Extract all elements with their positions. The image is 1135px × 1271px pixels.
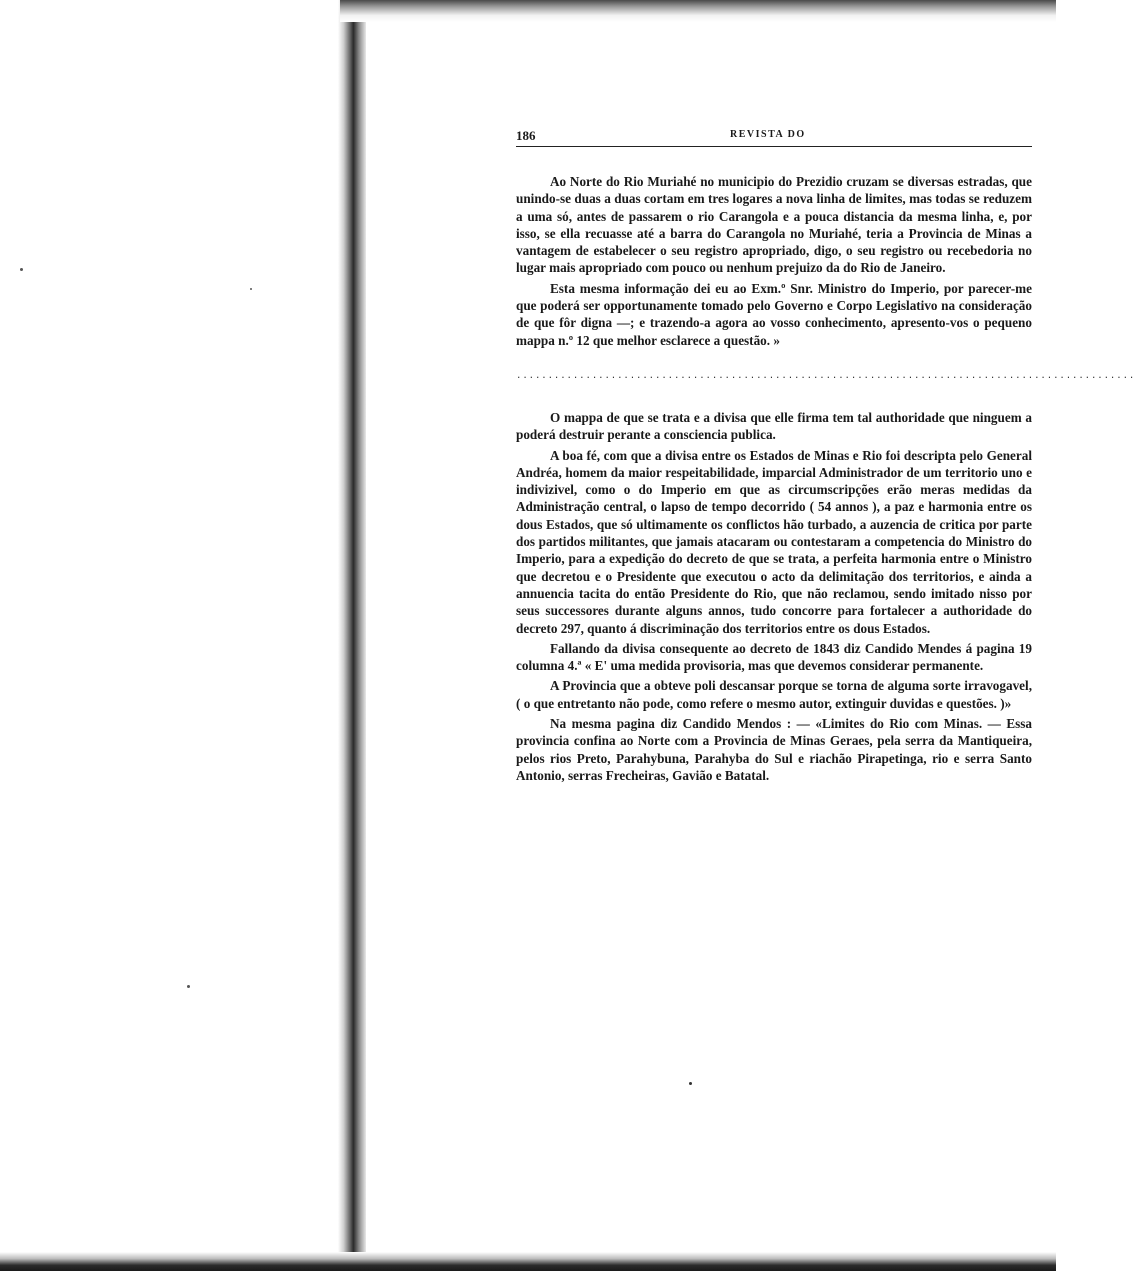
page-bottom-edge <box>0 1252 1056 1271</box>
paragraph: Na mesma pagina diz Candido Mendos : — «Limites do Rio com Minas. — Essa provincia confina ao Norte com a Provincia de Minas Geraes, pela serra da Mantiqueira, pelos rios Preto, Parahybuna, Parahyba do Sul e riachão Pirapetinga, rio e serra Santo Antonio, serras Frecheiras, Gavião e Batatal. <box>516 716 1032 783</box>
book-page <box>516 124 1135 787</box>
page-number: 186 <box>516 128 536 143</box>
paragraph: Fallando da divisa consequente ao decreto de 1843 diz Candido Mendes á pagina 19 columna 4.ª « E' uma medida provisoria, mas que devemos considerar permanente. <box>516 640 1032 674</box>
running-head <box>516 124 1032 147</box>
dotted-separator: .................................................................................................. <box>516 370 1135 381</box>
paragraph: A Provincia que a obteve poli descansar porque se torna de alguma sorte irravogavel, ( o que entretanto não pode, como refere o mesmo autor, extinguir duvidas e questões. )» <box>516 678 1032 711</box>
scan-speck <box>689 1082 692 1085</box>
left-blank-page <box>0 0 338 1271</box>
paragraph: Esta mesma informação dei eu ao Exm.º Snr. Ministro do Imperio, por parecer-me que poderá ser opportunamente tomado pelo Governo e Corpo Legislativo na consideração de que fôr digna —; e trazendo-a agora ao vosso conhecimento, apresento-vos o pequeno mappa n.º 12 que melhor esclarece a questão. » <box>516 280 1032 348</box>
text-block-bottom <box>516 409 1032 784</box>
text-block-top <box>516 173 1032 349</box>
scan-speck <box>187 985 190 988</box>
paragraph: O mappa de que se trata e a divisa que elle firma tem tal authoridade que ninguem a poderá destruir perante a consciencia publica. <box>516 409 1032 443</box>
running-title: REVISTA DO <box>730 129 806 140</box>
scan-speck <box>20 268 23 271</box>
book-gutter-shadow <box>338 0 366 1271</box>
paragraph: Ao Norte do Rio Muriahé no municipio do Prezidio cruzam se diversas estradas, que unindo-se duas a duas cortam em tres logares a nova linha de limites, mas todas se reduzem a uma só, antes de passarem o rio Carangola e a pouca distancia da mesma linha, e, por isso, se ella recuasse até a barra do Carangola no Muriahé, teria a Provincia de Minas a vantagem de estabelecer o seu registro apropriado, digo, o seu registro ou recebedoria no lugar mais apropriado com pouco ou nenhum prejuizo da do Rio de Janeiro. <box>516 174 1032 276</box>
scan-speck <box>250 288 252 290</box>
page-top-edge <box>340 0 1056 22</box>
paragraph: A boa fé, com que a divisa entre os Estados de Minas e Rio foi descripta pelo General Andréa, homem da maior respeitabilidade, imparcial Administrador de um territorio uno e indivizivel, como o do Imperio em que as circumscripções erão meras medidas da Administração central, o lapso de tempo decorrido ( 54 annos ), a paz e harmonia entre os dous Estados, que só ultimamente os conflictos hão turbado, a auzencia de critica por parte dos partidos militantes, que jamais atacaram ou contestaram a competencia do Ministro do Imperio, para a expedição do decreto de que se trata, a perfeita harmonia entre o Ministro que decretou e o Presidente que executou o acto da delimitação dos territorios, e ainda a annuencia tacita do então Presidente do Rio, que não reclamou, sendo imitado nisso por seus successores durante alguns annos, tudo concorre para fortalecer a authoridade do decreto 297, quanto á discriminação dos territorios entre os dous Estados. <box>516 447 1032 636</box>
